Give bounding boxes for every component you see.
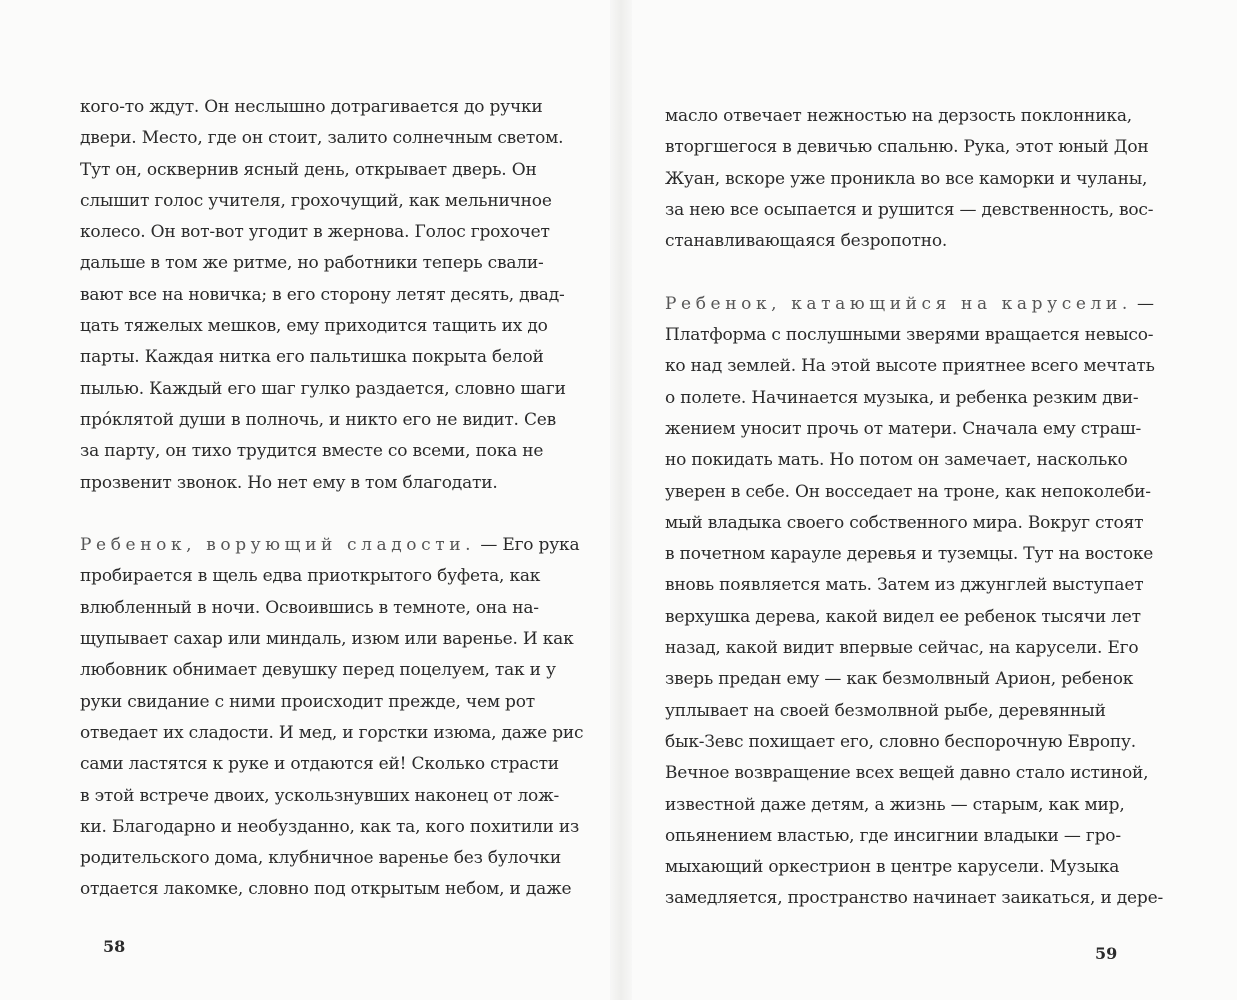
text-line: отдается лакомке, словно под открытым небом, и даже bbox=[80, 879, 572, 900]
text-fragment: — Его рука bbox=[475, 535, 580, 556]
text-line: опьянением властью, где инсигнии владыки — гро- bbox=[665, 825, 1121, 846]
section-heading: Ребенок, катающийся на карусели. bbox=[665, 293, 1132, 314]
text-line: масло отвечает нежностью на дерзость поклонника, bbox=[665, 106, 1132, 126]
right-page-text bbox=[665, 101, 1163, 915]
text-line: щупывает сахар или миндаль, изюм или варенье. И как bbox=[80, 629, 574, 650]
text-line: вторгшегося в девичью спальню. Рука, этот юный Дон bbox=[665, 137, 1149, 158]
text-line: влюбленный в ночи. Освоившись в темноте, она на- bbox=[80, 597, 539, 618]
text-line: уверен в себе. Он восседает на троне, как непоколеби- bbox=[665, 481, 1151, 502]
text-line: Тут он, осквернив ясный день, открывает дверь. Он bbox=[80, 159, 537, 180]
text-line: парты. Каждая нитка его пальтишка покрыта белой bbox=[80, 347, 544, 368]
text-line: станавливающаяся безропотно. bbox=[665, 231, 948, 252]
text-line: уплывает на своей безмолвной рыбе, деревянный bbox=[665, 700, 1106, 721]
text-line: мыхающий оркестрион в центре карусели. Музыка bbox=[665, 857, 1120, 878]
text-line: отведает их сладости. И мед, и горстки изюма, даже рис bbox=[80, 722, 584, 743]
text-line: ко над землей. На этой высоте приятнее всего мечтать bbox=[665, 356, 1155, 377]
text-line: ки. Благодарно и необузданно, как та, кого похитили из bbox=[80, 816, 580, 837]
text-line: цать тяжелых мешков, ему приходится тащить их до bbox=[80, 316, 548, 337]
text-line: назад, какой видит впервые сейчас, на карусели. Его bbox=[665, 638, 1139, 659]
text-fragment: — bbox=[1131, 293, 1154, 314]
text-line: о полете. Начинается музыка, и ребенка резким дви- bbox=[665, 387, 1139, 408]
section-first-line bbox=[665, 289, 1154, 320]
text-line: вают все на новичка; в его сторону летят десять, двад- bbox=[80, 284, 565, 305]
text-line: Жуан, вскоре уже проникла во все каморки и чуланы, bbox=[665, 168, 1148, 189]
text-line: за парту, он тихо трудится вместе со всеми, пока не bbox=[80, 441, 544, 462]
text-line: жением уносит прочь от матери. Сначала ему страш- bbox=[665, 418, 1142, 439]
text-line: кого-то ждут. Он неслышно дотрагивается до ручки bbox=[80, 97, 543, 117]
text-line: бык-Зевс похищает его, словно беспорочную Европу. bbox=[665, 731, 1136, 752]
text-line: верхушка дерева, какой видел ее ребенок тысячи лет bbox=[665, 606, 1141, 627]
text-line: известной даже детям, а жизнь — старым, как мир, bbox=[665, 794, 1125, 815]
section-first-line bbox=[80, 530, 580, 561]
text-line: прóклятой души в полночь, и никто его не видит. Сев bbox=[80, 409, 557, 430]
text-line: прозвенит звонок. Но нет ему в том благодати. bbox=[80, 472, 498, 493]
text-line: дальше в том же ритме, но работники теперь свали- bbox=[80, 253, 544, 274]
text-line: колесо. Он вот-вот угодит в жернова. Голос грохочет bbox=[80, 222, 550, 243]
text-line: пробирается в щель едва приоткрытого буфета, как bbox=[80, 566, 541, 587]
text-line: любовник обнимает девушку перед поцелуем, так и у bbox=[80, 660, 556, 681]
text-line: двери. Место, где он стоит, залито солнечным светом. bbox=[80, 128, 564, 149]
paragraph-gap bbox=[80, 499, 564, 530]
left-page-text bbox=[80, 92, 584, 906]
text-line: руки свидание с ними происходит прежде, чем рот bbox=[80, 691, 535, 712]
text-line: замедляется, пространство начинает заикаться, и дере- bbox=[665, 888, 1163, 909]
page-number: 59 bbox=[1095, 944, 1118, 963]
right-page bbox=[625, 0, 1237, 1000]
text-line: вновь появляется мать. Затем из джунглей выступает bbox=[665, 575, 1144, 596]
page-number: 58 bbox=[103, 937, 126, 956]
text-line: но покидать мать. Но потом он замечает, насколько bbox=[665, 450, 1128, 471]
section-heading: Ребенок, ворующий сладости. bbox=[80, 535, 476, 556]
text-line: в этой встрече двоих, ускользнувших наконец от лож- bbox=[80, 785, 560, 806]
text-line: мый владыка своего собственного мира. Вокруг стоят bbox=[665, 512, 1144, 533]
text-line: пылью. Каждый его шаг гулко раздается, словно шаги bbox=[80, 378, 566, 399]
text-line: Вечное возвращение всех вещей давно стало истиной, bbox=[665, 763, 1149, 784]
text-line: зверь предан ему — как безмолвный Арион, ребенок bbox=[665, 669, 1134, 690]
text-line: родительского дома, клубничное варенье без булочки bbox=[80, 848, 561, 869]
paragraph-gap bbox=[665, 257, 1145, 288]
text-line: сами ластятся к руке и отдаются ей! Сколько страсти bbox=[80, 754, 559, 775]
left-page bbox=[0, 0, 612, 1000]
text-line: в почетном карауле деревья и туземцы. Тут на востоке bbox=[665, 544, 1154, 565]
text-line: слышит голос учителя, грохочущий, как мельничное bbox=[80, 190, 552, 211]
text-line: Платформа с послушными зверями вращается невысо- bbox=[665, 325, 1154, 346]
text-line: за нею все осыпается и рушится — девственность, вос- bbox=[665, 199, 1154, 220]
